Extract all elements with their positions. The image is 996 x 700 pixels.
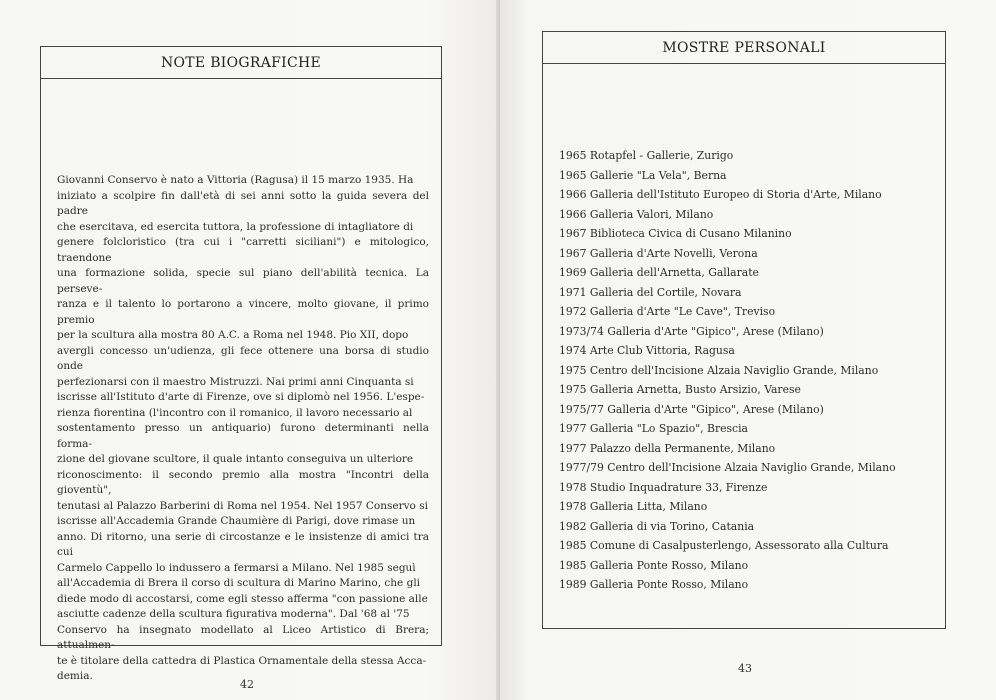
exhibition-item: 1977/79 Centro dell'Incisione Alzaia Naviglio Grande, Milano [559, 461, 896, 474]
page-number-right: 43 [738, 662, 752, 675]
page-number-left: 42 [240, 678, 254, 691]
exhibition-item: 1969 Galleria dell'Arnetta, Gallarate [559, 266, 759, 279]
exhibition-item: 1975/77 Galleria d'Arte "Gipico", Arese (Milano) [559, 402, 824, 416]
exhibition-item: 1971 Galleria del Cortile, Novara [559, 285, 742, 299]
exhibition-item: 1989 Galleria Ponte Rosso, Milano [559, 578, 749, 591]
exhibition-item: 1975 Centro dell'Incisione Alzaia Naviglio Grande, Milano [559, 363, 879, 377]
exhibition-item: 1965 Gallerie "La Vela", Berna [559, 168, 727, 182]
exhibitions-list [559, 146, 939, 595]
exhibition-item: 1978 Studio Inquadrature 33, Firenze [559, 480, 768, 494]
exhibition-item: 1982 Galleria di via Torino, Catania [559, 519, 755, 533]
exhibition-item: 1974 Arte Club Vittoria, Ragusa [559, 344, 735, 357]
exhibition-item: 1967 Biblioteca Civica di Cusano Milanino [559, 227, 792, 240]
exhibition-item: 1985 Galleria Ponte Rosso, Milano [559, 558, 749, 572]
exhibition-item: 1972 Galleria d'Arte "Le Cave", Treviso [559, 305, 776, 318]
biography-heading: NOTE BIOGRAFICHE [41, 47, 441, 79]
exhibition-item: 1977 Galleria "Lo Spazio", Brescia [559, 422, 748, 435]
exhibition-item: 1966 Galleria dell'Istituto Europeo di Storia d'Arte, Milano [559, 188, 882, 201]
exhibition-item: 1985 Comune di Casalpusterlengo, Assessorato alla Cultura [559, 539, 889, 552]
exhibitions-frame [542, 31, 946, 629]
biography-frame [40, 46, 442, 682]
exhibition-item: 1966 Galleria Valori, Milano [559, 207, 714, 221]
exhibitions-heading: MOSTRE PERSONALI [543, 32, 945, 64]
right-page [500, 0, 996, 700]
exhibition-item: 1967 Galleria d'Arte Novelli, Verona [559, 246, 758, 260]
exhibition-item: 1975 Galleria Arnetta, Busto Arsizio, Varese [559, 383, 801, 396]
biography-text: Giovanni Conservo è nato a Vittoria (Ragusa) il 15 marzo 1935. Ha iniziato a scolpire fin dall'età di sei anni sotto la guida severa del padre che esercitava, ed esercita tuttora, la professione di intagliatore di genere folcloristico (tra cui i "carretti siciliani") e mitologico, traendone una formazione solida, specie sul piano dell'abilità tecnica. La perseve- ranza e il talento lo portarono a vincere, molto giovane, il primo premio per la scultura alla mostra 80 A.C. a Roma nel 1948. Pio XII, dopo avergli concesso un'udienza, gli fece ottenere una borsa di studio onde perfezionarsi con il maestro Mistruzzi. Nai primi anni Cinquanta si iscrisse all'Istituto d'arte di Firenze, ove si diplomò nel 1956. L'espe- rienza fiorentina (l'incontro con il romanico, il lavoro necessario al sostentamento presso un antiquario) furono determinanti nella forma- zione del giovane scultore, il quale intanto conseguiva un ulteriore riconoscimento: il secondo premio alla mostra "Incontri della gioventù", tenutasi al Palazzo Barberini di Roma nel 1954. Nel 1957 Conservo si iscrisse all'Accademia Grande Chaumière di Parigi, dove rimase un anno. Di ritorno, una serie di circostanze e le insistenze di amici tra cui Carmelo Cappello lo indussero a fermarsi a Milano. Nel 1985 seguì all'Accademia di Brera il corso di scultura di Marino Marino, che gli diede modo di accostarsi, come egli stesso afferma "con passione alle asciutte cadenze della scultura figurativa moderna". Dal '68 al '75 Conservo ha insegnato modellato al Liceo Artistico di Brera; attualmen- te è titolare della cattedra di Plastica Ornamentale della stessa Acca- demia. [57, 174, 429, 682]
exhibition-item: 1978 Galleria Litta, Milano [559, 500, 708, 513]
exhibition-item: 1965 Rotapfel - Gallerie, Zurigo [559, 149, 734, 162]
exhibition-item: 1977 Palazzo della Permanente, Milano [559, 441, 776, 455]
exhibition-item: 1973/74 Galleria d'Arte "Gipico", Arese (Milano) [559, 324, 824, 338]
